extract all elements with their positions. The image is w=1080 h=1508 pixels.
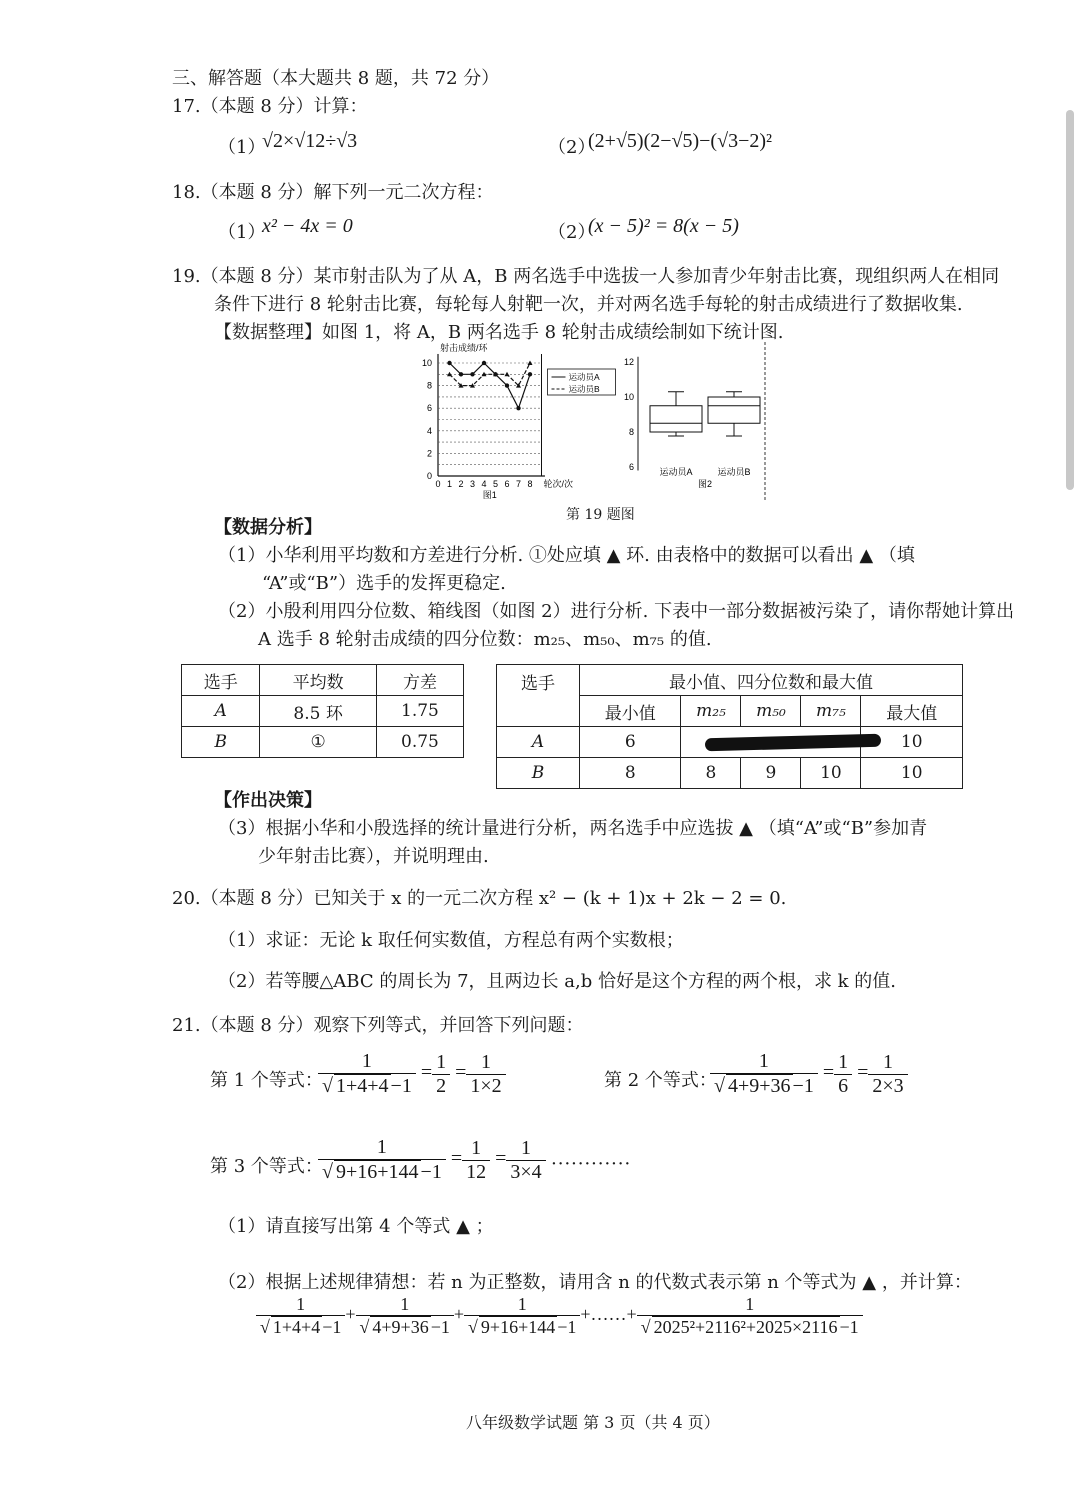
table-cell: 10 bbox=[861, 727, 963, 758]
scrollbar[interactable] bbox=[1066, 110, 1074, 490]
data-point-a bbox=[459, 372, 463, 376]
smudged-cells bbox=[681, 727, 861, 758]
x-tick-label: 4 bbox=[481, 479, 487, 489]
box-label: 运动员A bbox=[659, 467, 693, 477]
q18-p2-expr: (x − 5)² = 8(x − 5) bbox=[588, 215, 739, 237]
table-cell: 10 bbox=[801, 758, 861, 789]
x-tick-label: 7 bbox=[515, 479, 522, 489]
table-cell: A bbox=[182, 696, 260, 727]
q19-a1-line2: “A”或“B”）选手的发挥更稳定. bbox=[262, 573, 506, 594]
box-y-tick-label: 12 bbox=[623, 357, 634, 367]
table-row bbox=[182, 696, 464, 727]
figure1-line-chart bbox=[422, 342, 616, 500]
decision-header: 【作出决策】 bbox=[214, 790, 322, 811]
box-y-tick-label: 10 bbox=[623, 392, 634, 402]
table1-header: 平均数 bbox=[260, 665, 377, 696]
table1 bbox=[181, 664, 464, 758]
data-point-a bbox=[516, 406, 520, 410]
x-tick-label: 6 bbox=[504, 479, 510, 489]
section-header: 三、解答题（本大题共 8 题，共 72 分） bbox=[172, 68, 500, 89]
box bbox=[708, 397, 760, 423]
q17-p2-expr: (2+√5)(2−√5)−(√3−2)² bbox=[588, 130, 773, 152]
table-cell: 9 bbox=[741, 758, 801, 789]
q17-p2-label: （2） bbox=[548, 137, 596, 158]
x-tick-label: 2 bbox=[458, 479, 464, 489]
eq3: $\frac{1}{√ 9+16+144 -1}$ = $\frac{1}{12}$ = $\frac{1}{3\times 4}$ ………… bbox=[318, 1136, 631, 1184]
q19-line2: 条件下进行 8 轮射击比赛，每轮每人射靶一次，并对两名选手每轮的射击成绩进行了数据收集. bbox=[214, 294, 963, 315]
box bbox=[650, 406, 702, 432]
table-cell: ① bbox=[260, 727, 377, 758]
q19-a1-line1: （1）小华利用平均数和方差进行分析. ①处应填 ▲ 环. 由表格中的数据可以看出 ▲ （填 bbox=[218, 545, 915, 566]
q18-p2-label: （2） bbox=[548, 222, 596, 243]
table-row bbox=[182, 727, 464, 758]
table1-header: 方差 bbox=[376, 665, 463, 696]
table-cell: B bbox=[182, 727, 260, 758]
box-label: 运动员B bbox=[717, 467, 751, 477]
table2-subheader: m₅₀ bbox=[741, 696, 801, 727]
legend-label: 运动员B bbox=[568, 384, 600, 394]
eq2-label: 第 2 个等式： bbox=[604, 1070, 717, 1091]
data-point-b bbox=[505, 372, 510, 377]
q19-a2-line1: （2）小殷利用四分位数、箱线图（如图 2）进行分析. 下表中一部分数据被污染了，请你帮她计算出 bbox=[218, 601, 1015, 622]
box-y-tick-label: 6 bbox=[628, 462, 634, 472]
table-row bbox=[497, 727, 963, 758]
q19-line1: 19.（本题 8 分）某市射击队为了从 A，B 两名选手中选拔一人参加青少年射击比赛，现组织两人在相同 bbox=[172, 266, 1000, 287]
table1-header-row bbox=[182, 665, 464, 696]
x-tick-label: 8 bbox=[527, 479, 533, 489]
q21-line1: 21.（本题 8 分）观察下列等式，并回答下列问题： bbox=[172, 1015, 584, 1036]
page-footer: 八年级数学试题 第 3 页（共 4 页） bbox=[466, 1413, 720, 1432]
y-tick-label: 10 bbox=[421, 358, 432, 368]
x-tick-label: 3 bbox=[469, 479, 476, 489]
table2-subheader: m₂₅ bbox=[681, 696, 741, 727]
q18-label: 18.（本题 8 分）解下列一元二次方程： bbox=[172, 182, 494, 203]
data-point-a bbox=[470, 372, 474, 376]
q17-label: 17.（本题 8 分）计算： bbox=[172, 96, 368, 117]
table-cell: 1.75 bbox=[376, 696, 463, 727]
sum-expression: $\frac{1}{√ 1+4+4 -1}$ + $\frac{1}{√ 4+9+36 -1}$ + $\frac{1}{√ 9+16+144 -1}$ +……+ $\frac{1}{\text{√ 2025²+2116²+2025×2116 −1}}$ bbox=[256, 1294, 863, 1338]
ink-smudge bbox=[705, 734, 881, 752]
q17-p1-expr: √2×√12÷√3 bbox=[262, 130, 358, 152]
table-cell: A bbox=[497, 727, 580, 758]
q17-p1-label: （1） bbox=[218, 137, 266, 158]
table-cell: 8 bbox=[580, 758, 681, 789]
eq3-label: 第 3 个等式： bbox=[210, 1156, 323, 1177]
table2-subheader: m₇₅ bbox=[801, 696, 861, 727]
y-tick-label: 6 bbox=[426, 403, 432, 414]
figure2-box-plot bbox=[624, 342, 765, 502]
table-cell: B bbox=[497, 758, 580, 789]
q20-p1: （1）求证：无论 k 取任何实数值，方程总有两个实数根； bbox=[218, 930, 684, 951]
x-tick-label: 0 bbox=[435, 479, 441, 489]
figure2-title: 图2 bbox=[697, 479, 713, 489]
figure1-title: 图1 bbox=[482, 490, 497, 500]
eq2: $\frac{1}{√ 4+9+36 -1}$ = $\frac{1}{6}$ = $\frac{1}{2\times 3}$ bbox=[710, 1050, 908, 1098]
q20-p2: （2）若等腰△ABC 的周长为 7，且两边长 a,b 恰好是这个方程的两个根，求 k 的值. bbox=[218, 971, 897, 992]
data-point-a bbox=[482, 361, 486, 365]
q19-figure bbox=[410, 342, 770, 512]
q19-line3: 【数据整理】如图 1，将 A，B 两名选手 8 轮射击成绩绘制如下统计图. bbox=[214, 322, 784, 343]
table2-group-header: 最小值、四分位数和最大值 bbox=[580, 665, 963, 696]
q18-p1-label: （1） bbox=[218, 222, 266, 243]
data-point-a bbox=[528, 372, 532, 376]
table-cell: 0.75 bbox=[376, 727, 463, 758]
y-tick-label: 4 bbox=[426, 425, 432, 436]
table2-subheader: 最小值 bbox=[580, 696, 681, 727]
table-cell: 8 bbox=[681, 758, 741, 789]
analysis-header: 【数据分析】 bbox=[214, 517, 322, 538]
y-axis-label: 射击成绩/环 bbox=[440, 342, 488, 353]
q19-d3-line2: 少年射击比赛），并说明理由. bbox=[258, 846, 489, 867]
table-cell: 8.5 环 bbox=[260, 696, 377, 727]
figure-caption: 第 19 题图 bbox=[566, 507, 635, 523]
eq1-left-fraction: $\frac{1}{√ 1+4+4 -1}$ bbox=[318, 1050, 416, 1098]
q19-d3-line1: （3）根据小华和小殷选择的统计量进行分析，两名选手中应选拔 ▲ （填“A”或“B”参加青 bbox=[218, 818, 928, 839]
eq1: $\frac{1}{√ 1+4+4 -1}$ = $\frac{1}{2}$ = $\frac{1}{1\times 2}$ bbox=[318, 1050, 506, 1098]
table-cell: 6 bbox=[580, 727, 681, 758]
y-tick-label: 2 bbox=[426, 448, 432, 459]
table2 bbox=[496, 664, 963, 789]
data-point-a bbox=[447, 361, 451, 365]
table-cell: 10 bbox=[861, 758, 963, 789]
q20-line1: 20.（本题 8 分）已知关于 x 的一元二次方程 x² − (k + 1)x + 2k − 2 = 0. bbox=[172, 888, 787, 909]
eq1-label: 第 1 个等式： bbox=[210, 1070, 323, 1091]
y-tick-label: 8 bbox=[426, 380, 432, 391]
x-axis-label: 轮次/次 bbox=[543, 479, 574, 489]
data-point-a bbox=[505, 383, 509, 387]
box-y-tick-label: 8 bbox=[628, 427, 634, 437]
table1-header: 选手 bbox=[182, 665, 260, 696]
x-tick-label: 1 bbox=[446, 479, 453, 489]
q21-p1: （1）请直接写出第 4 个等式 ▲ ； bbox=[218, 1216, 494, 1237]
table2-player-header: 选手 bbox=[497, 665, 580, 727]
y-tick-label: 0 bbox=[426, 471, 432, 481]
q18-p1-expr: x² − 4x = 0 bbox=[262, 215, 353, 237]
q21-p2: （2）根据上述规律猜想：若 n 为正整数，请用含 n 的代数式表示第 n 个等式为 ▲ ，并计算： bbox=[218, 1272, 972, 1293]
table-row bbox=[497, 758, 963, 789]
table2-header-row bbox=[497, 665, 963, 696]
table2-subheader: 最大值 bbox=[861, 696, 963, 727]
legend-label: 运动员A bbox=[568, 372, 600, 382]
x-tick-label: 5 bbox=[492, 479, 499, 489]
q19-a2-line2: A 选手 8 轮射击成绩的四分位数：m₂₅、m₅₀、m₇₅ 的值. bbox=[258, 629, 712, 650]
